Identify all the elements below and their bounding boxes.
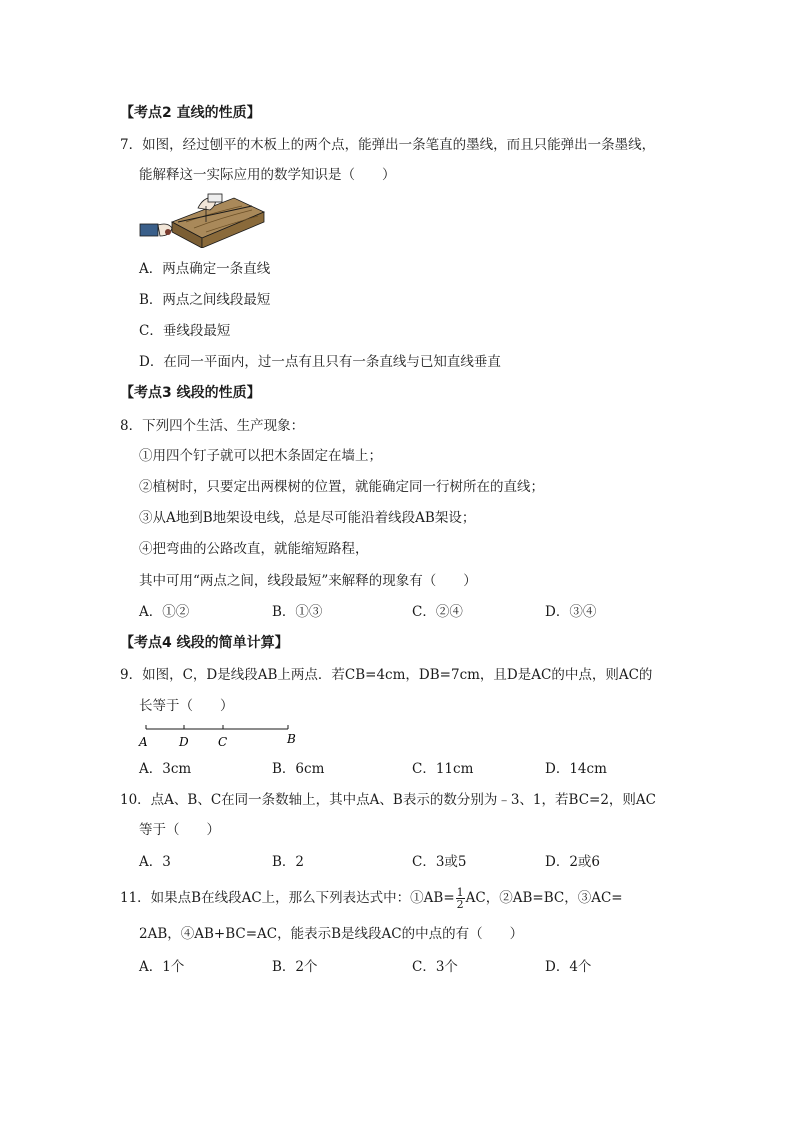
label-b: B — [287, 732, 296, 746]
q10-option-c: C．3或5 — [412, 854, 467, 870]
section-title: 【考点3 线段的性质】 — [120, 385, 261, 401]
q10-option-a: A．3 — [139, 854, 171, 870]
q8-option-d: D．③④ — [545, 604, 597, 620]
q11-stem — [120, 886, 623, 910]
fraction-denominator: 2 — [456, 898, 464, 911]
q8-item-1: ①用四个钉子就可以把木条固定在墙上； — [139, 448, 382, 464]
q9-option-b: B．6cm — [272, 761, 325, 777]
q7-option-d: D．在同一平面内，过一点有且只有一条直线与已知直线垂直 — [139, 354, 501, 370]
q8-item-3: ③从A地到B地架设电线，总是尽可能沿着线段AB架设； — [139, 510, 476, 526]
q11-stem-pre: 11．如果点B在线段AC上，那么下列表达式中：①AB= — [120, 890, 455, 906]
q7-figure — [138, 192, 266, 248]
q8-stem: 8．下列四个生活、生产现象： — [120, 418, 305, 434]
fraction-numerator: 1 — [456, 886, 464, 899]
q9-stem: 9．如图，C，D是线段AB上两点．若CB=4cm，DB=7cm，且D是AC的中点，则AC的 — [120, 667, 653, 683]
label-c: C — [218, 735, 228, 749]
q9-option-a: A．3cm — [139, 761, 192, 777]
q10-option-b: B．2 — [272, 854, 305, 870]
q11-stem-post: AC，②AB=BC，③AC= — [465, 890, 623, 906]
q8-item-2: ②植树时，只要定出两棵树的位置，就能确定同一行树所在的直线； — [139, 479, 544, 495]
q10-stem: 10．点A、B、C在同一条数轴上，其中点A、B表示的数分别为﹣3、1，若BC=2，则AC — [120, 792, 657, 808]
q9-option-c: C．11cm — [412, 761, 474, 777]
q7-stem: 7．如图，经过刨平的木板上的两个点，能弹出一条笔直的墨线，而且只能弹出一条墨线， — [120, 137, 656, 153]
q7-option-b: B．两点之间线段最短 — [139, 292, 271, 308]
section-title: 【考点2 直线的性质】 — [120, 105, 261, 121]
label-a: A — [139, 735, 148, 749]
q11-option-c: C．3个 — [412, 959, 458, 975]
fraction-one-half — [456, 887, 465, 910]
q7-option-a: A．两点确定一条直线 — [139, 261, 271, 277]
q8-option-a: A．①② — [139, 604, 190, 620]
section-title: 【考点4 线段的简单计算】 — [120, 635, 289, 651]
q8-question: 其中可用“两点之间，线段最短”来解释的现象有（ ） — [139, 573, 477, 589]
q8-option-c: C．②④ — [412, 604, 463, 620]
q7-option-c: C．垂线段最短 — [139, 323, 231, 339]
q9-stem-cont: 长等于（ ） — [139, 698, 234, 714]
q7-stem-cont: 能解释这一实际应用的数学知识是（ ） — [139, 167, 396, 183]
q8-option-b: B．①③ — [272, 604, 323, 620]
q11-option-b: B．2个 — [272, 959, 318, 975]
q10-stem-cont: 等于（ ） — [139, 822, 220, 838]
q11-option-d: D．4个 — [545, 959, 592, 975]
q9-figure — [138, 722, 300, 752]
q11-option-a: A．1个 — [139, 959, 185, 975]
label-d: D — [179, 735, 189, 749]
q8-item-4: ④把弯曲的公路改直，就能缩短路程， — [139, 541, 369, 557]
q9-option-d: D．14cm — [545, 761, 607, 777]
q11-stem-cont: 2AB，④AB+BC=AC，能表示B是线段AC的中点的有（ ） — [139, 926, 524, 942]
wood-board-icon — [172, 198, 264, 248]
q10-option-d: D．2或6 — [545, 854, 601, 870]
left-hand-icon — [140, 224, 172, 236]
